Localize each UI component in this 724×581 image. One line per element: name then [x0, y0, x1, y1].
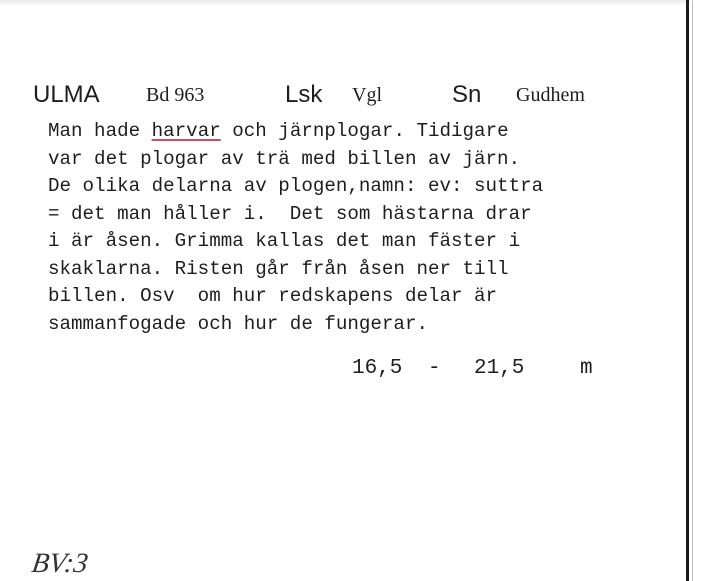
text-line: billen. Osv om hur redskapens delar är: [48, 285, 498, 307]
landskap-value: Vgl: [352, 84, 382, 106]
socken-value: Gudhem: [516, 84, 585, 106]
text-segment: och järnplogar. Tidigare: [220, 120, 509, 142]
measure-dash: -: [428, 357, 441, 380]
socken-label: Sn: [452, 81, 482, 108]
landskap-label: Lsk: [285, 81, 323, 108]
text-line: var det plogar av trä med billen av järn.: [48, 147, 521, 170]
text-line: sammanfogade och hur de fungerar.: [48, 312, 428, 335]
text-line: = det man håller i. Det som hästarna drar: [48, 202, 532, 225]
text-line: [48, 118, 688, 146]
measure-to: 21,5: [474, 357, 525, 380]
underlined-word: harvar: [151, 120, 221, 142]
text-line: i är åsen. Grimma kallas det man fäster i: [48, 230, 521, 252]
card-body-text: [48, 118, 688, 338]
text-segment: Man hade: [48, 120, 152, 142]
measure-unit: m: [580, 357, 593, 380]
card-top-shadow: [0, 0, 690, 6]
handwritten-note: BV:3: [29, 548, 90, 579]
measure-from: 16,5: [352, 357, 403, 380]
volume-number: Bd 963: [146, 84, 205, 106]
text-line: skaklarna. Risten går från åsen ner till: [48, 257, 509, 280]
archive-code: ULMA: [33, 81, 100, 108]
card-right-edge-faint: [692, 0, 693, 581]
text-line: De olika delarna av plogen,namn: ev: suttra: [48, 175, 544, 197]
